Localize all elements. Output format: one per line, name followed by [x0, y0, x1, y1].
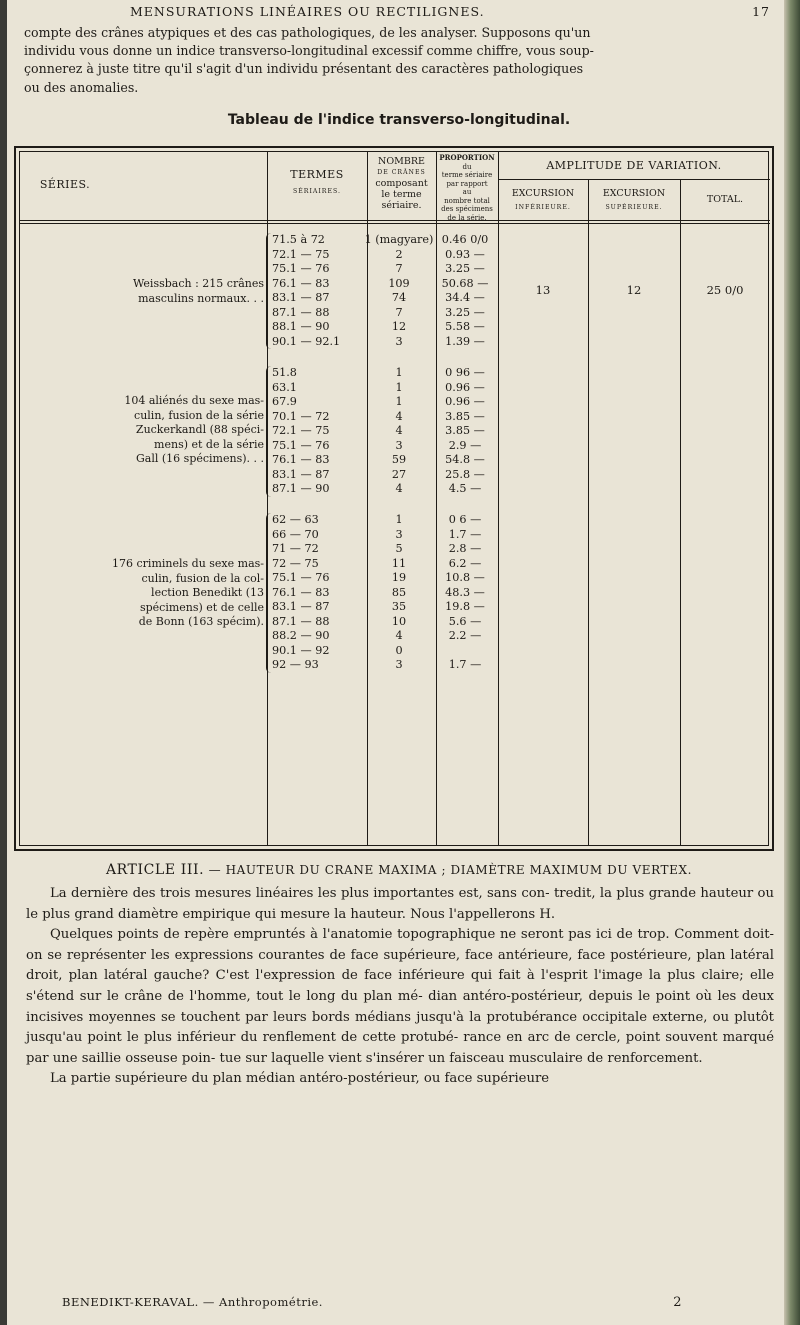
proportion-cell: 4.5 —	[448, 482, 482, 495]
excursion-superieure: 12	[626, 283, 642, 297]
proportion-cell: 50.68 —	[441, 276, 489, 290]
count-cell: 10	[391, 614, 407, 628]
proportion-cell: 0.96 —	[445, 395, 485, 408]
book-page	[18, 0, 780, 1325]
body-paragraph: Quelques points de repère empruntés à l'anatomie topographique ne seront pas ici de trop. Comment doit-on se représenter les expressions courantes de face supérieure, face antérieure, face postérieure, plan latéral droit, plan latéral gauche? C'est l'expression de face inférieure qui fait à l'esprit l'image la plus claire; elle s'étend sur le crâne de l'homme, tout le long du plan mé- dian antéro-postérieur, depuis le point où les deux incisives moyennes se touchent par leurs bords médians jusqu'à la protubérance occipitale externe, ou plutôt jusqu'au point le plus inférieur du renflement de cette protubé- rance en arc de cercle, point souvent marqué par une saillie osseuse poin- tue sur laquelle vient s'insérer un faisceau musculaire de renforcement.	[26, 927, 774, 1066]
count-cell: 3	[395, 527, 403, 541]
count-cell: 4	[395, 409, 403, 423]
term-cell: 67.9	[272, 395, 297, 408]
term-cell: 92 — 93	[272, 658, 319, 671]
proportion-cell: 34.4 —	[445, 291, 485, 304]
header-excursion-inf-sub: INFÉRIEURE.	[515, 204, 571, 211]
amplitude-total: 25 0/0	[706, 283, 744, 297]
group-brace	[266, 233, 271, 349]
count-cell: 85	[391, 585, 407, 599]
intro-paragraph	[24, 24, 774, 97]
series-group	[20, 513, 772, 673]
intro-line: ou des anomalies.	[24, 79, 139, 95]
proportion-cell: 1.7 —	[448, 658, 482, 671]
term-cell: 83.1 — 87	[272, 600, 330, 613]
proportion-cell: 0.93 —	[445, 247, 485, 261]
footer-author: BENEDIKT-KERAVAL. — Anthropométrie.	[62, 1295, 323, 1309]
header-excursion-sup: EXCURSION	[602, 188, 666, 199]
series-label-line: culin, fusion de la série	[134, 408, 264, 422]
header-total: TOTAL.	[706, 194, 744, 205]
term-cell: 88.1 — 90	[272, 320, 330, 333]
proportion-cell: 19.8 —	[445, 600, 485, 613]
proportion-cell	[434, 644, 496, 659]
series-label-line: culin, fusion de la col-	[141, 571, 264, 585]
header-nombre-line: sériaire.	[381, 200, 422, 211]
intro-line: individu vous donne un indice transverso-longitudinal excessif comme chiffre, vous soup-	[24, 43, 594, 59]
header-amplitude: AMPLITUDE DE VARIATION.	[546, 159, 722, 172]
series-label-line: spécimens) et de celle	[139, 600, 264, 614]
count-cell: 19	[391, 571, 407, 584]
header-termes-sub: SÉRIAIRES.	[293, 188, 341, 195]
proportion-cell: 3.85 —	[445, 409, 485, 423]
count-cell: 11	[391, 556, 407, 570]
series-label-line: 104 aliénés du sexe mas-	[124, 394, 264, 407]
count-cell: 4	[395, 424, 403, 437]
term-cell: 76.1 — 83	[272, 276, 330, 290]
term-cell: 71 — 72	[272, 542, 319, 555]
term-cell: 51.8	[272, 366, 297, 379]
proportion-cell: 2.8 —	[448, 542, 482, 555]
running-head-title: MENSURATIONS LINÉAIRES OU RECTILIGNES.	[130, 4, 485, 19]
count-cell: 7	[395, 305, 403, 319]
term-cell: 90.1 — 92.1	[272, 334, 341, 348]
header-prop-line: des spécimens	[441, 205, 493, 213]
term-cell: 90.1 — 92	[272, 643, 330, 657]
index-table	[14, 146, 774, 851]
running-head	[38, 0, 778, 22]
series-label-line: Zuckerkandl (88 spéci-	[135, 423, 264, 436]
term-cell: 75.1 — 76	[272, 262, 330, 275]
header-excursion-inf: EXCURSION	[511, 188, 575, 199]
count-cell: 74	[391, 291, 407, 304]
article-heading	[18, 862, 780, 878]
count-cell: 4	[395, 482, 403, 495]
header-prop-line: du	[462, 162, 472, 171]
series-label-line: mens) et de la série	[154, 437, 264, 451]
term-cell: 70.1 — 72	[272, 409, 330, 423]
term-cell: 75.1 — 76	[272, 438, 330, 452]
proportion-cell: 48.3 —	[445, 585, 485, 599]
body-paragraph: La partie supérieure du plan médian antéro-postérieur, ou face supérieure	[50, 1071, 550, 1087]
header-rule	[20, 220, 770, 221]
term-cell: 71.5 à 72	[272, 233, 325, 246]
proportion-cell: 1.39 —	[445, 334, 485, 348]
proportion-cell: 5.6 —	[448, 614, 482, 628]
count-cell: 35	[391, 600, 407, 613]
proportion-cell: 6.2 —	[448, 556, 482, 570]
proportion-cell: 25.8 —	[445, 467, 485, 481]
header-nombre	[367, 156, 436, 211]
count-cell: 109	[388, 276, 410, 290]
proportion-cell: 1.7 —	[448, 527, 482, 541]
page-footer	[62, 1295, 762, 1309]
header-nombre-line: DE CRÂNES	[377, 169, 426, 176]
header-nombre-line: NOMBRE	[378, 156, 425, 167]
series-label	[34, 557, 264, 630]
count-cell: 27	[391, 467, 407, 481]
term-cell: 75.1 — 76	[272, 571, 330, 584]
article-title: — HAUTEUR DU CRANE MAXIMA ; DIAMÈTRE MAXIMUM DU VERTEX.	[208, 863, 693, 877]
series-group	[20, 366, 772, 497]
proportion-cell: 3.25 —	[445, 262, 485, 275]
count-cell: 3	[395, 438, 403, 452]
header-series: SÉRIES.	[39, 178, 91, 191]
term-cell: 83.1 — 87	[272, 467, 330, 481]
series-label-line: masculins normaux. . .	[138, 291, 264, 305]
term-cell: 72.1 — 75	[272, 424, 330, 437]
scan-left-edge	[0, 0, 7, 1325]
scan-right-edge	[784, 0, 800, 1325]
header-nombre-line: le terme	[381, 189, 422, 200]
count-cell: 7	[395, 262, 403, 275]
count-cell: 1	[395, 395, 403, 408]
count-cell: 3	[395, 334, 403, 348]
group-brace	[266, 513, 271, 673]
series-label-line: 176 criminels du sexe mas-	[112, 557, 264, 570]
series-label	[34, 394, 264, 467]
term-cell: 62 — 63	[272, 513, 319, 526]
proportion-cell: 0 6 —	[448, 513, 482, 526]
term-cell: 83.1 — 87	[272, 291, 330, 304]
count-cell: 1	[395, 513, 403, 526]
proportion-cell: 3.85 —	[445, 424, 485, 437]
term-cell: 88.2 — 90	[272, 629, 330, 642]
header-termes: TERMES	[290, 168, 344, 181]
count-cell: 5	[395, 542, 403, 555]
series-label-line: Weissbach : 215 crânes	[133, 277, 264, 290]
header-prop-line: terme sériaire	[441, 171, 493, 179]
header-prop-line: de la série.	[447, 213, 487, 222]
term-cell: 76.1 — 83	[272, 585, 330, 599]
article-number: ARTICLE III.	[105, 862, 205, 878]
proportion-cell: 0.96 —	[445, 380, 485, 394]
count-cell: 3	[395, 658, 403, 671]
proportion-cell: 0.46 0/0	[441, 233, 489, 246]
series-label	[34, 277, 264, 306]
proportion-cell: 2.2 —	[448, 629, 482, 642]
intro-line: compte des crânes atypiques et des cas pathologiques, de les analyser. Supposons qu'un	[24, 25, 591, 40]
header-prop-line: au	[462, 188, 472, 196]
header-proportion	[436, 154, 498, 222]
header-excursion-sup-sub: SUPÉRIEURE.	[605, 204, 663, 211]
proportion-cell: 3.25 —	[445, 305, 485, 319]
term-cell: 63.1	[272, 380, 297, 394]
term-cell: 87.1 — 88	[272, 305, 330, 319]
body-text	[26, 884, 774, 1090]
proportion-cell: 54.8 —	[445, 453, 485, 466]
term-cell: 72.1 — 75	[272, 247, 330, 261]
signature-mark: 2	[673, 1295, 682, 1310]
term-cell: 66 — 70	[272, 527, 319, 541]
header-prop-line: nombre total	[444, 196, 490, 205]
series-group	[20, 233, 772, 349]
count-cell: 1	[395, 380, 403, 394]
term-cell: 76.1 — 83	[272, 453, 330, 466]
header-rule	[20, 223, 770, 224]
count-cell: 0	[395, 643, 403, 657]
series-label-line: lection Benedikt (13	[151, 586, 264, 599]
proportion-cell: 0 96 —	[445, 366, 485, 379]
proportion-cell: 5.58 —	[445, 320, 485, 333]
count-cell: 2	[395, 247, 403, 261]
table-inner	[19, 151, 769, 846]
count-cell: 59	[391, 453, 407, 466]
term-cell: 72 — 75	[272, 556, 319, 570]
body-paragraph: La dernière des trois mesures linéaires les plus importantes est, sans con- tredit, la plus grande hauteur ou le plus grand diamètre empirique qui mesure la hauteur. Nous l'appellerons H.	[26, 886, 774, 922]
header-nombre-line: composant	[375, 178, 428, 189]
proportion-cell: 2.9 —	[448, 438, 482, 452]
term-cell: 87.1 — 88	[272, 614, 330, 628]
count-cell: 12	[391, 320, 407, 333]
group-brace	[266, 366, 271, 497]
series-label-line: Gall (16 spécimens). . .	[136, 452, 264, 465]
count-cell: 1 (magyare)	[364, 233, 434, 246]
page-number: 17	[752, 4, 770, 19]
intro-line: çonnerez à juste titre qu'il s'agit d'un individu présentant des caractères pathologiques	[24, 61, 584, 77]
table-title: Tableau de l'indice transverso-longitudinal.	[227, 112, 571, 128]
count-cell: 1	[395, 366, 403, 379]
term-cell: 87.1 — 90	[272, 482, 330, 495]
header-prop-line: PROPORTION	[439, 153, 495, 162]
header-prop-line: par rapport	[446, 179, 488, 188]
amplitude-rule	[498, 179, 770, 180]
count-cell: 4	[395, 629, 403, 642]
proportion-cell: 10.8 —	[445, 571, 485, 584]
excursion-inferieure: 13	[535, 283, 551, 297]
series-label-line: de Bonn (163 spécim).	[138, 615, 264, 628]
